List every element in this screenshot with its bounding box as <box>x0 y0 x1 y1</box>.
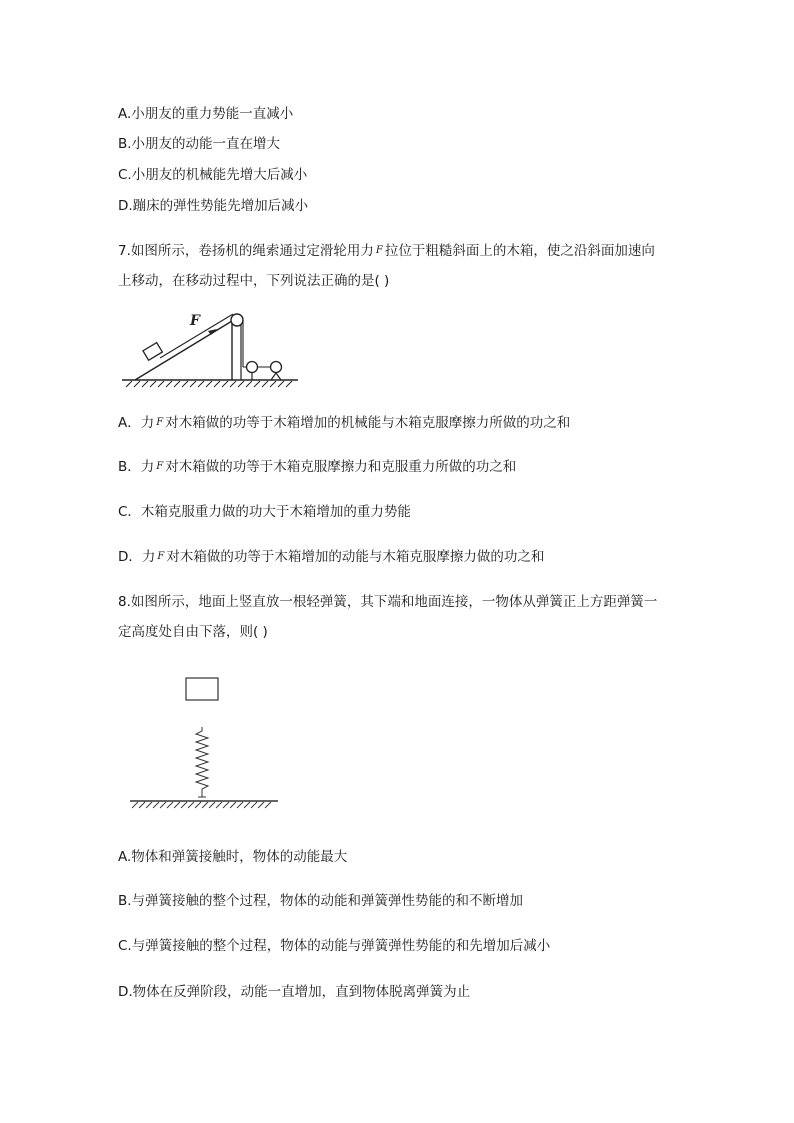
q7-option-b-prefix: B．力 <box>118 459 155 475</box>
q8-option-a: A.物体和弹簧接触时，物体的动能最大 <box>118 849 348 865</box>
q7-option-d <box>118 548 544 566</box>
q7-option-b-variable: F <box>156 461 164 472</box>
q6-option-c: C.小朋友的机械能先增大后减小 <box>118 167 308 183</box>
q8-stem-line1: 8.如图所示，地面上竖直放一根轻弹簧，其下端和地面连接，一物体从弹簧正上方距弹簧一 <box>118 594 658 610</box>
q7-option-b <box>118 458 516 476</box>
q8-spring-figure <box>128 675 280 815</box>
q7-option-d-prefix: D．力 <box>118 549 156 565</box>
q6-option-a: A.小朋友的重力势能一直减小 <box>118 106 294 122</box>
q7-option-a <box>118 414 570 432</box>
q8-option-b: B.与弹簧接触的整个过程，物体的动能和弹簧弹性势能的和不断增加 <box>118 893 524 909</box>
q8-spring <box>196 727 208 797</box>
q7-option-d-variable: F <box>157 551 165 562</box>
q7-stem-line1 <box>118 242 655 260</box>
q7-option-d-text: 对木箱做的功等于木箱增加的动能与木箱克服摩擦力做的功之和 <box>166 549 545 565</box>
q7-option-b-text: 对木箱做的功等于木箱克服摩擦力和克服重力所做的功之和 <box>165 459 517 475</box>
q8-option-c: C.与弹簧接触的整个过程，物体的动能与弹簧弹性势能的和先增加后减小 <box>118 938 551 954</box>
q7-incline-pulley-figure <box>120 305 300 390</box>
q8-stem-line2: 定高度处自由下落，则( ) <box>118 624 268 640</box>
q7-option-a-text: 对木箱做的功等于木箱增加的机械能与木箱克服摩擦力所做的功之和 <box>165 415 571 431</box>
q7-stem-text-end: 拉位于粗糙斜面上的木箱，使之沿斜面加速向 <box>384 243 655 259</box>
q8-falling-block <box>186 678 218 700</box>
q7-option-a-variable: F <box>156 417 164 428</box>
q8-option-d: D.物体在反弹阶段，动能一直增加，直到物体脱离弹簧为止 <box>118 984 471 1000</box>
q7-option-a-prefix: A．力 <box>118 415 155 431</box>
q6-option-d: D.蹦床的弹性势能先增加后减小 <box>118 198 309 214</box>
q6-option-b: B.小朋友的动能一直在增大 <box>118 136 281 152</box>
q7-option-c: C．木箱克服重力做的功大于木箱增加的重力势能 <box>118 504 411 520</box>
q7-stem-line2: 上移动，在移动过程中，下列说法正确的是( ) <box>118 273 390 289</box>
q7-stem-text-start: 7.如图所示，卷扬机的绳索通过定滑轮用力 <box>118 243 374 259</box>
q7-figure-force-label: F <box>190 313 200 329</box>
q7-stem-variable: F <box>375 245 383 256</box>
